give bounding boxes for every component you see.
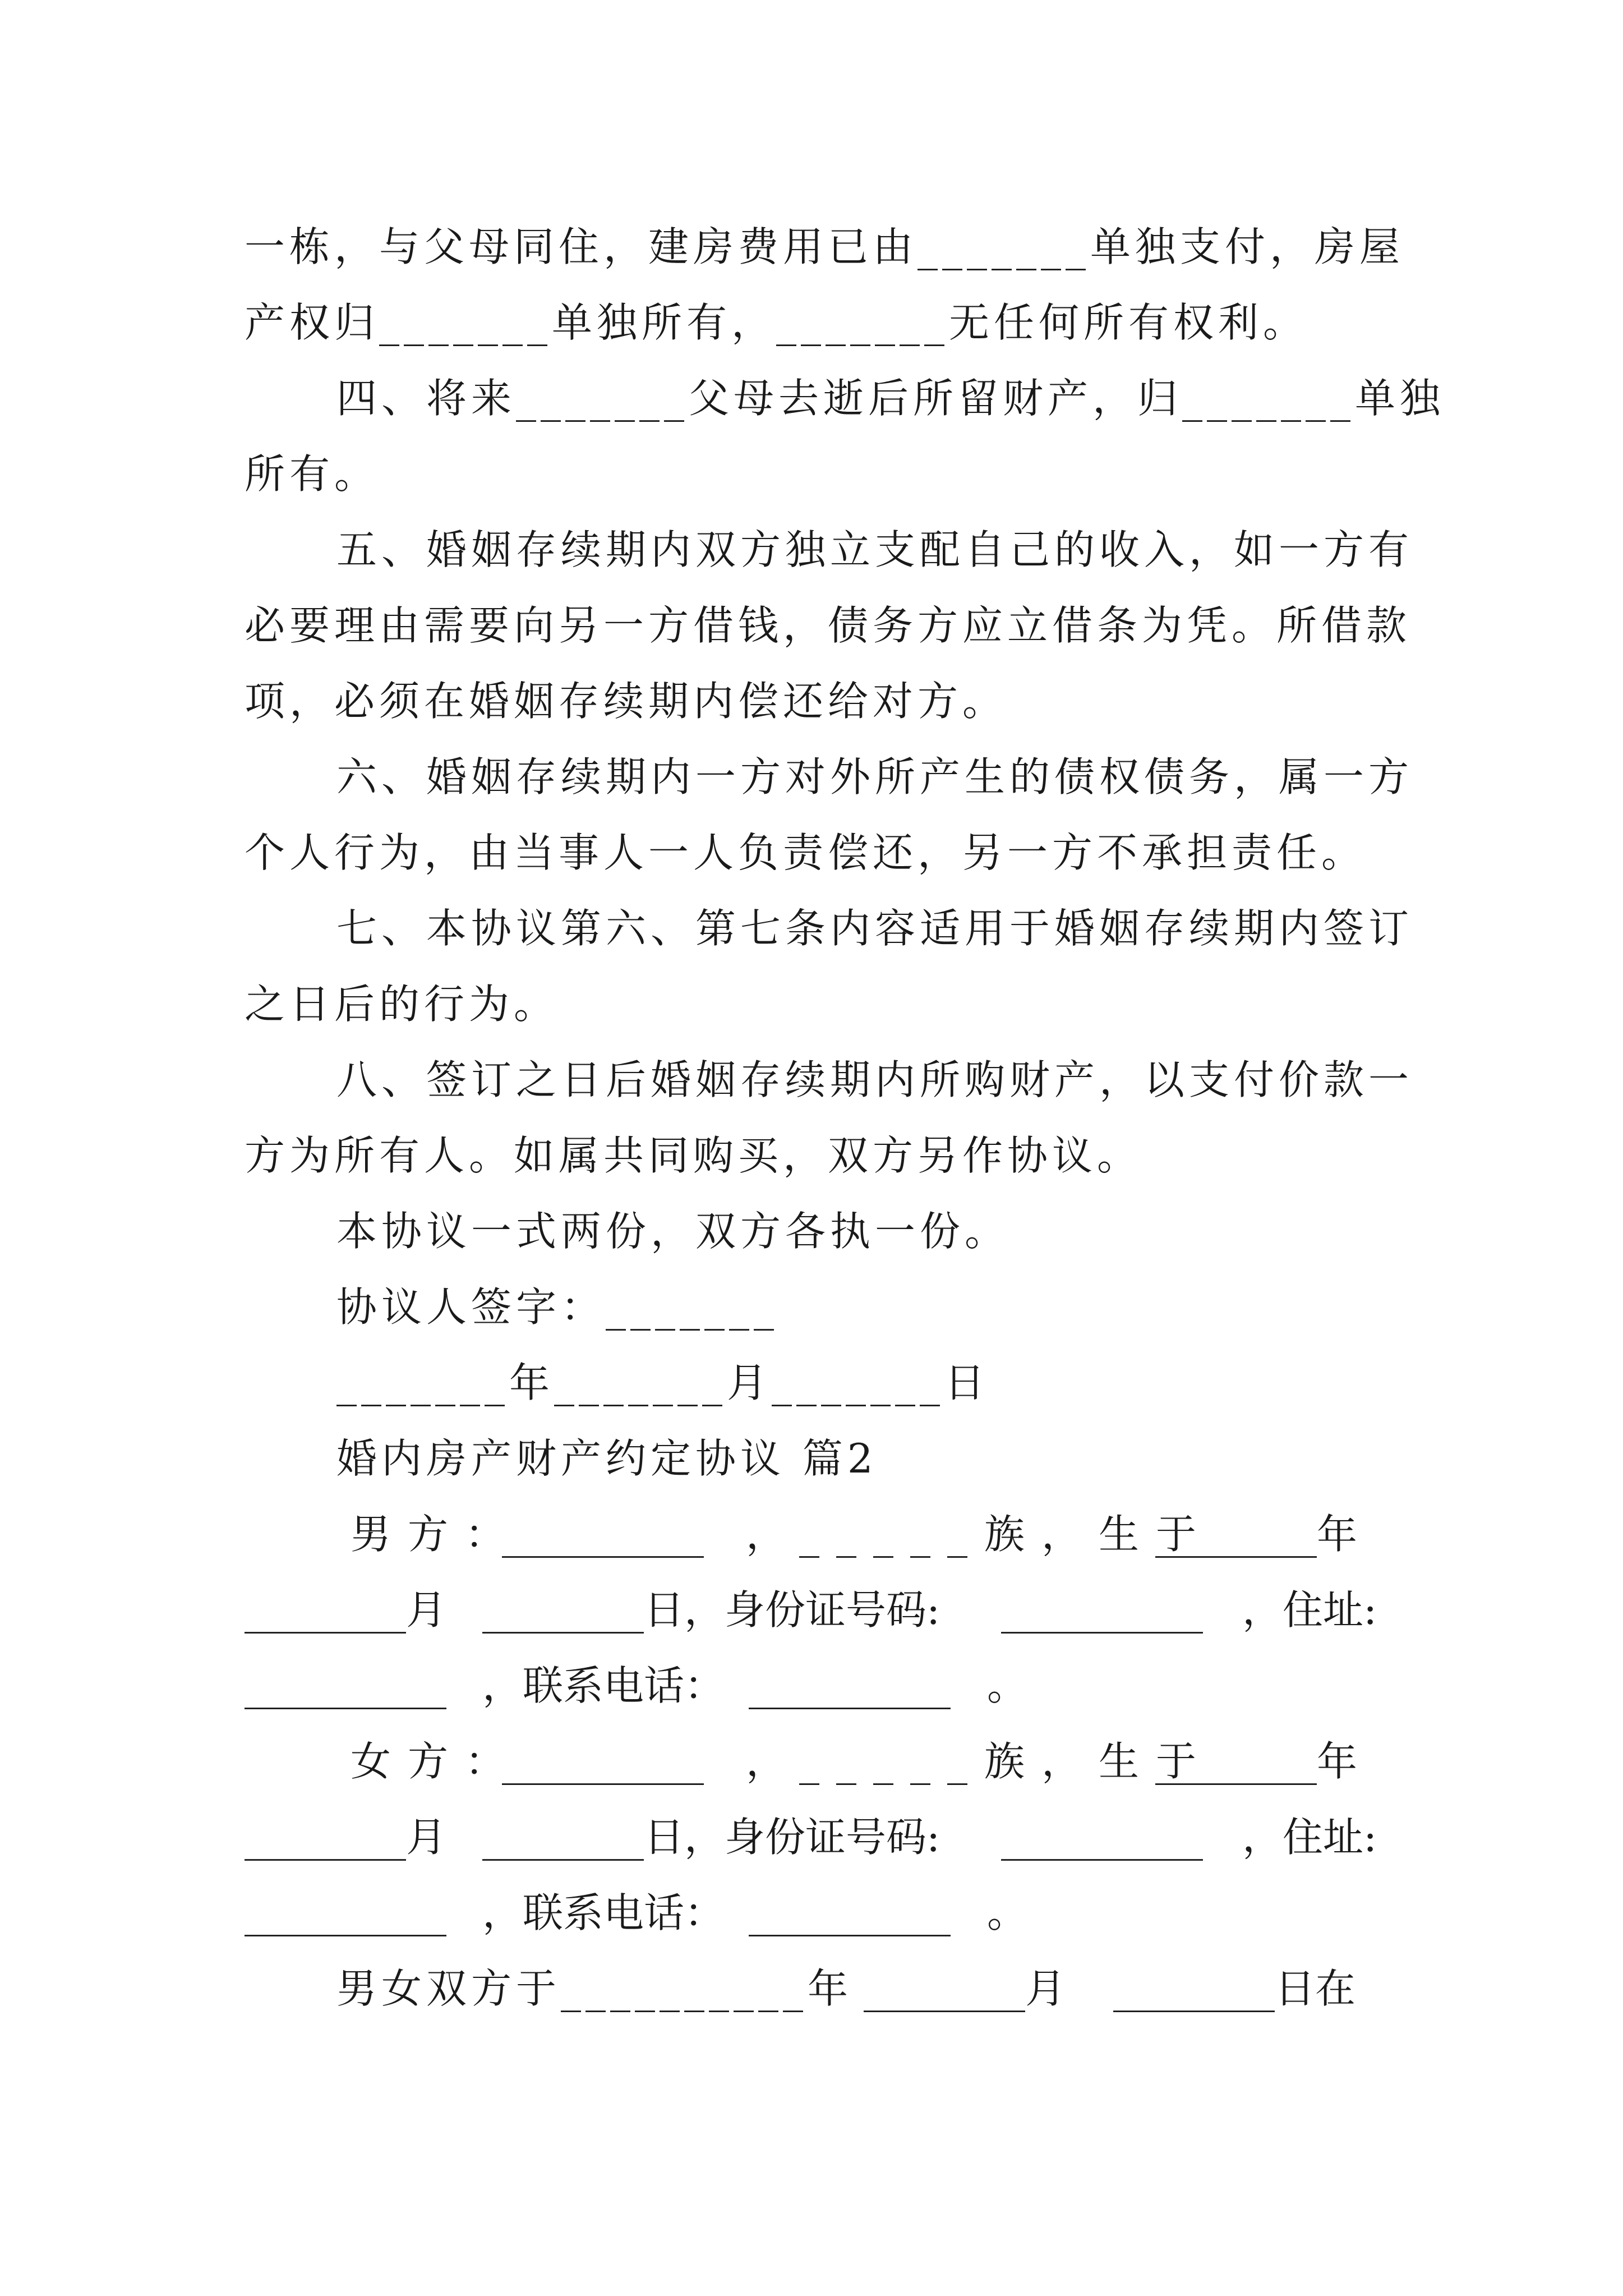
marriage-date-line (0, 1955, 1623, 2022)
year-blank: ________年 (1155, 1738, 1358, 1785)
heading-text: 婚内房产财产约定协议 篇2 (336, 1435, 878, 1482)
year-blank: ________年 (1155, 1511, 1358, 1558)
text-line (0, 213, 1623, 280)
period: 。 (987, 1889, 1028, 1936)
month-blank: ________月 (245, 1814, 447, 1861)
phone-blank: __________ (749, 1662, 951, 1709)
ethnicity-birth-text: _____族，生于 (799, 1511, 1214, 1558)
comma: ， (746, 1738, 787, 1785)
signature-line (0, 1273, 1623, 1341)
female-label: 女方： (351, 1738, 523, 1785)
line-text: 方为所有人。如属共同购买，双方另作协议。 (245, 1132, 1142, 1179)
line-text: 所有。 (245, 450, 380, 498)
section-heading (0, 1425, 1623, 1492)
female-party-line-2 (0, 1803, 1623, 1871)
address-blank: __________ (245, 1662, 446, 1709)
period: 。 (987, 1662, 1028, 1709)
id-blank: __________ (1001, 1814, 1203, 1861)
text-line (0, 819, 1623, 886)
male-party-line-2 (0, 1576, 1623, 1644)
line-text: 四、将来_______父母去逝后所留财产，归_______单独 (336, 375, 1445, 422)
ethnicity-birth-text: _____族，生于 (799, 1738, 1214, 1785)
day-id-text: ________日，身份证号码: (482, 1586, 940, 1634)
address-label: ，住址: (1242, 1814, 1377, 1861)
phone-label: ，联系电话： (482, 1889, 725, 1936)
text-line (0, 516, 1623, 583)
text-line (0, 1198, 1623, 1265)
line-text: 产权归_______单独所有，_______无任何所有权利。 (245, 299, 1308, 346)
day-blank-text: ________日在 (1113, 1965, 1356, 2012)
male-label: 男方： (351, 1511, 523, 1558)
line-text: 八、签订之日后婚姻存续期内所购财产，以支付价款一 (336, 1056, 1414, 1103)
line-text: _______年_______月_______日 (336, 1359, 989, 1406)
line-text: 协议人签字：_______ (336, 1283, 779, 1331)
female-party-line-3 (0, 1879, 1623, 1947)
line-text: 之日后的行为。 (245, 981, 559, 1028)
male-party-line-3 (0, 1652, 1623, 1719)
male-party-line-1 (0, 1501, 1623, 1568)
text-line (0, 1122, 1623, 1189)
comma: ， (746, 1511, 787, 1558)
line-text: 六、婚姻存续期内一方对外所产生的债权债务，属一方 (336, 753, 1414, 800)
month-blank: ________月 (864, 1965, 1066, 2012)
name-blank: __________ (502, 1738, 704, 1785)
month-blank: ________月 (245, 1586, 447, 1634)
address-label: ，住址: (1242, 1586, 1377, 1634)
line-text: 七、本协议第六、第七条内容适用于婚姻存续期内签订 (336, 905, 1414, 952)
text-line (0, 668, 1623, 735)
address-blank: __________ (245, 1889, 446, 1936)
female-party-line-1 (0, 1728, 1623, 1795)
phone-label: ，联系电话： (482, 1662, 725, 1709)
name-blank: __________ (502, 1511, 704, 1558)
text-line (0, 743, 1623, 811)
line-text: 必要理由需要向另一方借钱，债务方应立借条为凭。所借款 (245, 602, 1412, 649)
id-blank: __________ (1001, 1586, 1203, 1634)
line-text: 一栋，与父母同住，建房费用已由_______单独支付，房屋 (245, 223, 1405, 270)
marriage-year-text: 男女双方于__________年 (336, 1965, 853, 2012)
text-line (0, 592, 1623, 659)
line-text: 本协议一式两份，双方各执一份。 (336, 1208, 1010, 1255)
date-line (0, 1349, 1623, 1416)
text-line (0, 895, 1623, 962)
line-text: 项，必须在婚姻存续期内偿还给对方。 (245, 678, 1008, 725)
text-line (0, 440, 1623, 508)
text-line (0, 970, 1623, 1038)
day-id-text: ________日，身份证号码: (482, 1814, 940, 1861)
phone-blank: __________ (749, 1889, 951, 1936)
text-line (0, 1046, 1623, 1114)
text-line (0, 365, 1623, 432)
line-text: 个人行为，由当事人一人负责偿还，另一方不承担责任。 (245, 829, 1367, 876)
text-line (0, 289, 1623, 356)
line-text: 五、婚姻存续期内双方独立支配自己的收入，如一方有 (336, 526, 1414, 573)
